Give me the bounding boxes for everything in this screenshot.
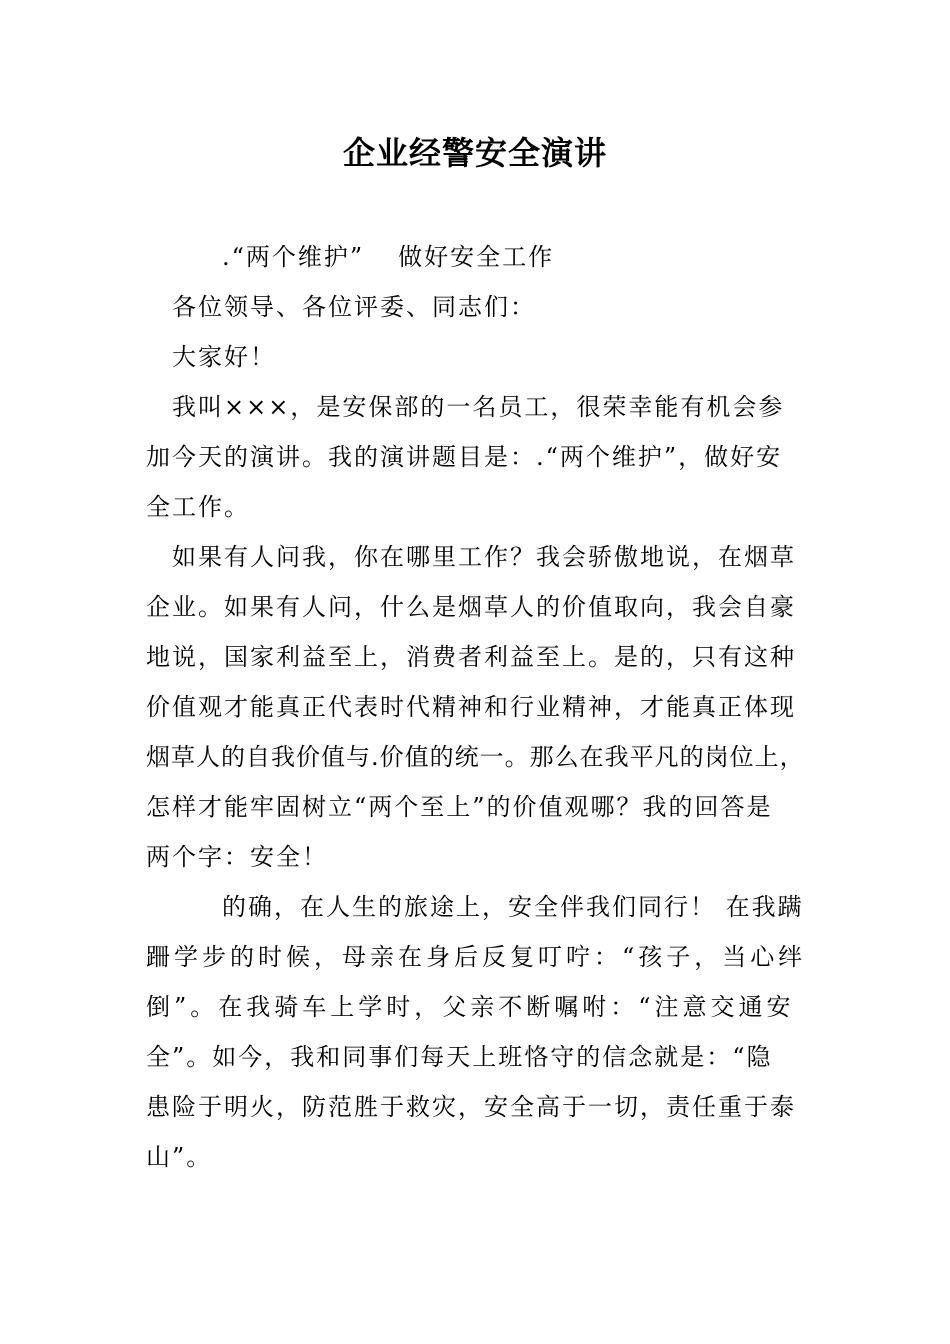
paragraph-line: 倒”。在我骑车上学时，父亲不断嘱咐：“注意交通安 [146,993,795,1021]
paragraph-line: 企业。如果有人问，什么是烟草人的价值取向，我会自豪 [146,593,796,621]
subtitle-part-b: 做好安全工作 [398,243,555,271]
greeting-line: 大家好！ [172,343,276,371]
speech-subtitle [222,232,554,282]
paragraph-line: 价值观才能真正代表时代精神和行业精神，才能真正体现 [146,693,796,721]
document-title: 企业经警安全演讲 [342,134,607,172]
paragraph-line: 地说，国家利益至上，消费者利益至上。是的，只有这种 [146,643,796,671]
paragraph-line: 两个字：安全！ [146,843,328,871]
paragraph-line: 患险于明火，防范胜于救灾，安全高于一切，责任重于泰 [146,1093,796,1121]
paragraph-line: 我叫×××，是安保部的一名员工，很荣幸能有机会参 [172,393,785,421]
paragraph-line: 烟草人的自我价值与.价值的统一。那么在我平凡的岗位上， [146,743,805,771]
paragraph-line: 的确，在人生的旅途上，安全伴我们同行！ 在我蹒 [222,893,804,921]
salutation-line: 各位领导、各位评委、同志们： [172,293,536,321]
paragraph-line: 山”。 [146,1143,213,1171]
paragraph-line: 全工作。 [146,493,250,521]
paragraph-line: 如果有人问我，你在哪里工作？我会骄傲地说，在烟草 [172,543,796,571]
paragraph-line: 跚学步的时候，母亲在身后反复叮咛：“孩子，当心绊 [146,943,807,971]
paragraph-line: 加今天的演讲。我的演讲题目是：.“两个维护”，做好安 [146,443,783,471]
paragraph-line: 怎样才能牢固树立“两个至上”的价值观哪？我的回答是 [146,793,773,821]
paragraph-line: 全”。如今，我和同事们每天上班恪守的信念就是：“隐 [146,1043,773,1071]
subtitle-part-a: .“两个维护” [222,243,365,271]
